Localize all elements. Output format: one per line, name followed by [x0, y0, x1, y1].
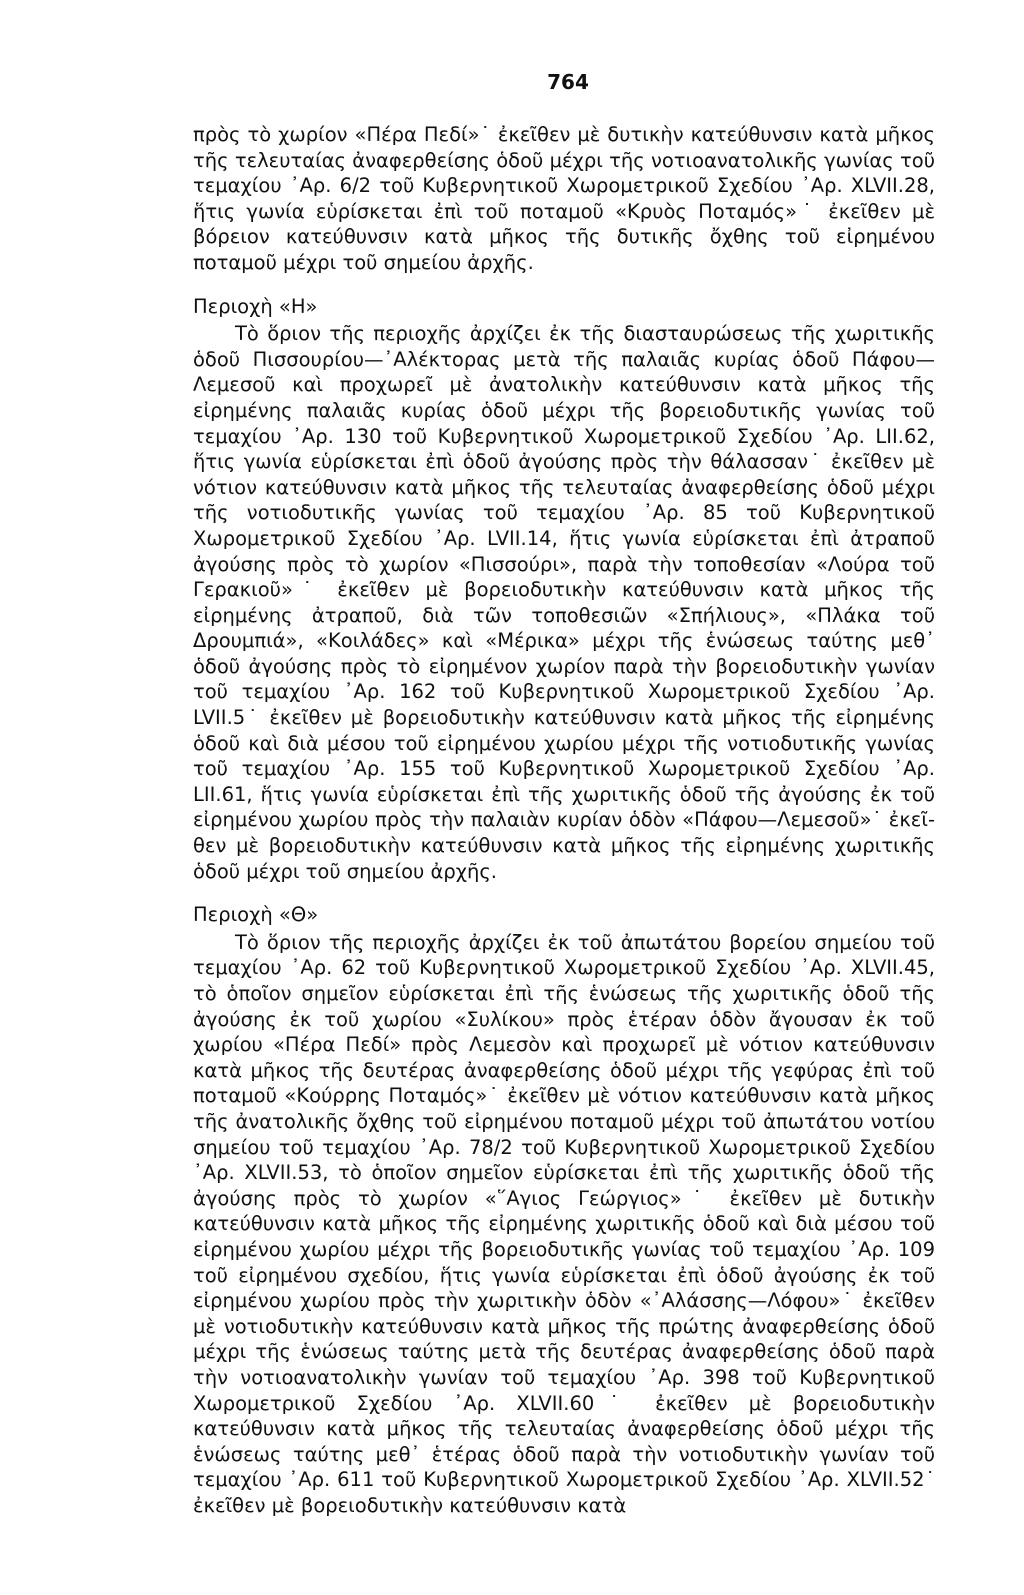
page-number: 764: [547, 70, 589, 94]
section-heading-eta: Περιοχὴ «Η»: [193, 294, 318, 318]
section-text-eta: Τὸ ὅριον τῆς περιοχῆς ἀρχίζει ἐκ τῆς διασταυρώσεως τῆς χωριτικῆς ὁδοῦ Πισσουρίου—᾿Αλέκτορας μετὰ τῆς παλαιᾶς κυρίας ὁδοῦ Πάφου—Λεμεσοῦ καὶ προχωρεῖ μὲ ἀνατολικὴν κατεύθυνσιν κατὰ μῆκος τῆς εἰρημένης παλαιᾶς κυρίας ὁδοῦ μέχρι τῆς βορειοδυτικῆς γωνίας τοῦ τεμαχίου ᾿Αρ. 130 τοῦ Κυβερνητικοῦ Χωρομετρικοῦ Σχεδίου ᾿Αρ. LII.62, ἥτις γωνία εὑρίσκεται ἐπὶ ὁδοῦ ἀγούσης πρὸς τὴν θάλασσαν˙ ἐκεῖθεν μὲ νότιον κατεύθυνσιν κατὰ μῆκος τῆς τελευταίας ἀναφερθείσης ὁδοῦ μέχρι τῆς νοτιοδυτικῆς γωνίας τοῦ τεμαχίου ᾿Αρ. 85 τοῦ Κυβερνητικοῦ Χωρομετρικοῦ Σχεδίου ᾿Αρ. LVII.14, ἥτις γωνία εὑρίσκεται ἐπὶ ἀτραποῦ ἀγούσης πρὸς τὸ χωρίον «Πισσούρι», παρὰ τὴν τοποθεσίαν «Λούρα τοῦ Γερακιοῦ»˙ ἐκεῖθεν μὲ βορειοδυτικὴν κατεύθυνσιν κατὰ μῆκος τῆς εἰρημένης ἀτραποῦ, διὰ τῶν τοποθεσιῶν «Σπήλιους», «Πλάκα τοῦ Δρουμπιά», «Κοιλάδες» καὶ «Μέρικα» μέχρι τῆς ἑνώσεως ταύτης μεθ᾿ ὁδοῦ ἀγούσης πρὸς τὸ εἰρημένον χωρίον παρὰ τὴν βορειοδυτικὴν γωνίαν τοῦ τεμαχίου ᾿Αρ. 162 τοῦ Κυβερνητικοῦ Χωρομετρικοῦ Σχεδίου ᾿Αρ. LVII.5˙ ἐκεῖθεν μὲ βορειοδυτικὴν κατεύθυνσιν κατὰ μῆκος τῆς εἰρημένης ὁδοῦ καὶ διὰ μέσου τοῦ εἰρημένου χωρίου μέχρι τῆς νοτιοδυτικῆς γωνίας τοῦ τεμαχίου ᾿Αρ. 155 τοῦ Κυβερνητικοῦ Χωρομετρικοῦ Σχεδίου ᾿Αρ. LII.61, ἥτις γωνία εὑρίσκεται ἐπὶ τῆς χωριτικῆς ὁδοῦ τῆς ἀγούσης ἐκ τοῦ εἰρημένου χωρίου πρὸς τὴν παλαιὰν κυρίαν ὁδὸν «Πάφου—Λεμεσοῦ»˙ ἐκεῖθεν μὲ βορειοδυτικὴν κατεύθυνσιν κατὰ μῆκος τῆς εἰρημένης χωριτικῆς ὁδοῦ μέχρι τοῦ σημείου ἀρχῆς.: [193, 322, 935, 883]
document-page: [193, 70, 935, 1518]
intro-paragraph: πρὸς τὸ χωρίον «Πέρα Πεδί»˙ ἐκεῖθεν μὲ δυτικὴν κατεύθυνσιν κατὰ μῆκος τῆς τελευταίας ἀναφερθείσης ὁδοῦ μέχρι τῆς νοτιοανατολικῆς γωνίας τοῦ τεμαχίου ᾿Αρ. 6/2 τοῦ Κυβερνητικοῦ Χωρομετρικοῦ Σχεδίου ᾿Αρ. XLVII.28, ἥτις γωνία εὑρίσκεται ἐπὶ τοῦ ποταμοῦ «Κρυὸς Ποταμός»˙ ἐκεῖθεν μὲ βόρειον κατεύθυνσιν κατὰ μῆκος τῆς δυτικῆς ὄχθης τοῦ εἰρημένου ποταμοῦ μέχρι τοῦ σημείου ἀρχῆς.: [193, 123, 935, 274]
section-text-theta: Τὸ ὅριον τῆς περιοχῆς ἀρχίζει ἐκ τοῦ ἀπωτάτου βορείου σημείου τοῦ τεμαχίου ᾿Αρ. 62 τοῦ Κυβερνητικοῦ Χωρομετρικοῦ Σχεδίου ᾿Αρ. XLVII.45, τὸ ὁποῖον σημεῖον εὑρίσκεται ἐπὶ τῆς ἑνώσεως τῆς χωριτικῆς ὁδοῦ τῆς ἀγούσης ἐκ τοῦ χωρίου «Συλίκου» πρὸς ἑτέραν ὁδὸν ἄγουσαν ἐκ τοῦ χωρίου «Πέρα Πεδί» πρὸς Λεμεσὸν καὶ προχωρεῖ μὲ νότιον κατεύθυνσιν κατὰ μῆκος τῆς δευτέρας ἀναφερθείσης ὁδοῦ μέχρι τῆς γεφύρας ἐπὶ τοῦ ποταμοῦ «Κούρρης Ποταμός»˙ ἐκεῖθεν μὲ νότιον κατεύθυνσιν κατὰ μῆκος τῆς ἀνατολικῆς ὄχθης τοῦ εἰρημένου ποταμοῦ μέχρι τοῦ ἀπωτάτου νοτίου σημείου τοῦ τεμαχίου ᾿Αρ. 78/2 τοῦ Κυβερνητικοῦ Χωρομετρικοῦ Σχεδίου ᾿Αρ. XLVII.53, τὸ ὁποῖον σημεῖον εὑρίσκεται ἐπὶ τῆς χωριτικῆς ὁδοῦ τῆς ἀγούσης πρὸς τὸ χωρίον «῞Αγιος Γεώργιος»˙ ἐκεῖθεν μὲ δυτικὴν κατεύθυνσιν κατὰ μῆκος τῆς εἰρημένης χωριτικῆς ὁδοῦ καὶ διὰ μέσου τοῦ εἰρημένου χωρίου μέχρι τῆς βορειοδυτικῆς γωνίας τοῦ τεμαχίου ᾿Αρ. 109 τοῦ εἰρημένου σχεδίου, ἥτις γωνία εὑρίσκεται ἐπὶ ὁδοῦ ἀγούσης ἐκ τοῦ εἰρημένου χωρίου πρὸς τὴν χωριτικὴν ὁδὸν «᾿Αλάσσης—Λόφου»˙ ἐκεῖθεν μὲ νοτιοδυτικὴν κατεύθυνσιν κατὰ μῆκος τῆς πρώτης ἀναφερθείσης ὁδοῦ μέχρι τῆς ἑνώσεως ταύτης μετὰ τῆς δευτέρας ἀναφερθείσης ὁδοῦ παρὰ τὴν νοτιοανατολικὴν γωνίαν τοῦ τεμαχίου ᾿Αρ. 398 τοῦ Κυβερνητικοῦ Χωρομετρικοῦ Σχεδίου ᾿Αρ. XLVII.60˙ ἐκεῖθεν μὲ βορειοδυτικὴν κατεύθυνσιν κατὰ μῆκος τῆς τελευταίας ἀναφερθείσης ὁδοῦ μέχρι τῆς ἑνώσεως ταύτης μεθ᾿ ἑτέρας ὁδοῦ παρὰ τὴν νοτιοδυτικὴν γωνίαν τοῦ τεμαχίου ᾿Αρ. 611 τοῦ Κυβερνητικοῦ Χωρομετρικοῦ Σχεδίου ᾿Αρ. XLVII.52˙ ἐκεῖθεν μὲ βορειοδυτικὴν κατεύθυνσιν κατὰ: [193, 930, 935, 1517]
section-heading-theta: Περιοχὴ «Θ»: [193, 903, 319, 927]
